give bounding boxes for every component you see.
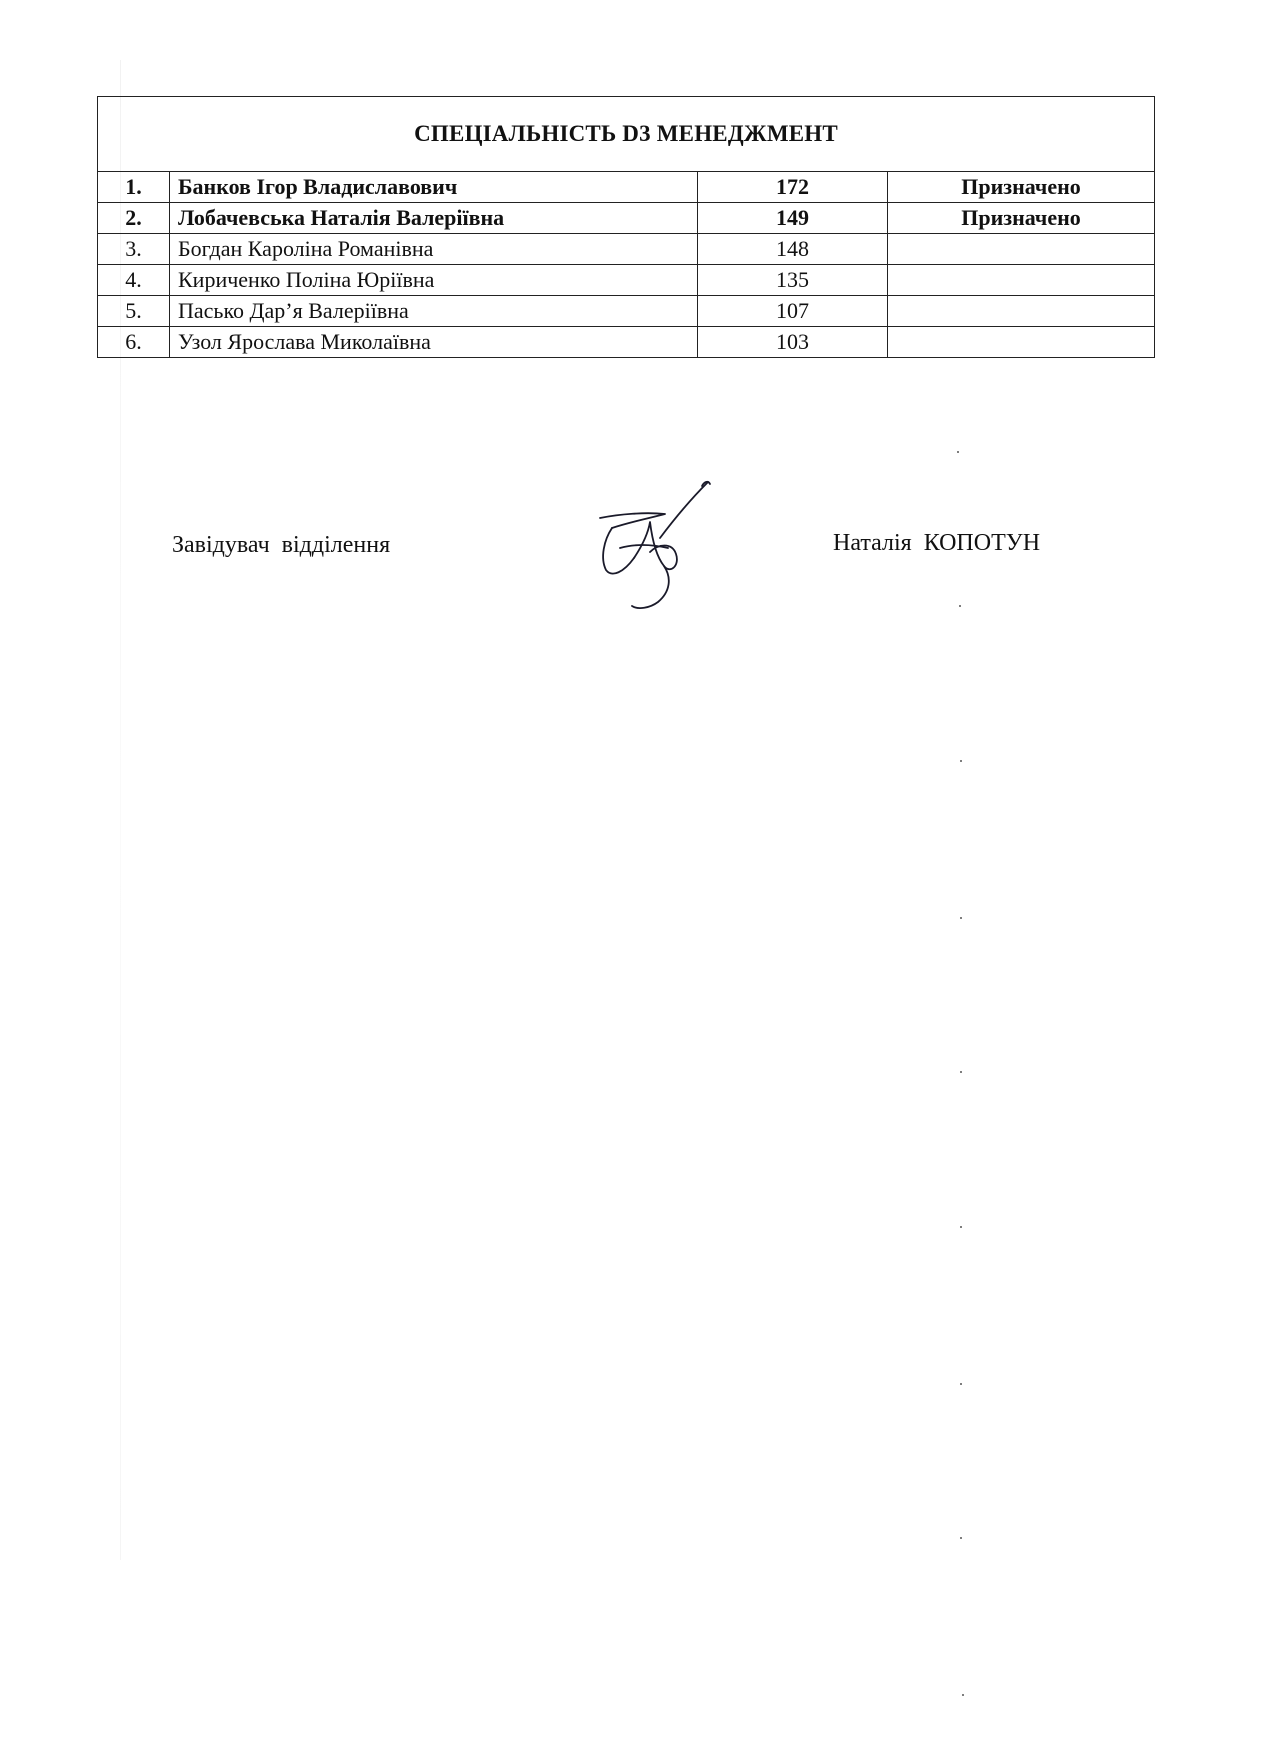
scan-speck [960, 1537, 962, 1539]
scan-speck [960, 917, 962, 919]
applicant-status [888, 296, 1155, 327]
row-number: 2. [98, 203, 170, 234]
table-row [98, 203, 1155, 234]
scan-speck [960, 1071, 962, 1073]
row-number: 6. [98, 327, 170, 358]
applicant-name: Банков Ігор Владиславович [170, 172, 698, 203]
scan-speck [959, 605, 961, 607]
applicant-status [888, 234, 1155, 265]
scan-speck [960, 760, 962, 762]
applicant-score: 172 [698, 172, 888, 203]
applicant-status: Призначено [888, 203, 1155, 234]
signer-position: Завідувач відділення [172, 532, 391, 558]
handwritten-signature-icon [590, 478, 740, 610]
specialty-title: СПЕЦІАЛЬНІСТЬ D3 МЕНЕДЖМЕНТ [98, 97, 1155, 172]
table-row [98, 296, 1155, 327]
applicant-name: Пасько Дар’я Валеріївна [170, 296, 698, 327]
table-row [98, 327, 1155, 358]
table-row [98, 172, 1155, 203]
scan-speck [962, 1694, 964, 1696]
table-row [98, 234, 1155, 265]
scan-speck [960, 1226, 962, 1228]
applicant-status [888, 265, 1155, 296]
row-number: 4. [98, 265, 170, 296]
specialty-header-row [98, 97, 1155, 172]
applicant-status [888, 327, 1155, 358]
scan-speck [960, 1383, 962, 1385]
row-number: 1. [98, 172, 170, 203]
table-row [98, 265, 1155, 296]
applicant-name: Кириченко Поліна Юріївна [170, 265, 698, 296]
applicant-name: Богдан Кароліна Романівна [170, 234, 698, 265]
scan-speck [957, 451, 959, 453]
signer-name: Наталія КОПОТУН [833, 530, 1041, 556]
row-number: 5. [98, 296, 170, 327]
applicant-status: Призначено [888, 172, 1155, 203]
signature-block [0, 520, 1274, 620]
applicant-score: 103 [698, 327, 888, 358]
applicant-score: 149 [698, 203, 888, 234]
applicant-name: Узол Ярослава Миколаївна [170, 327, 698, 358]
applicant-name: Лобачевська Наталія Валеріївна [170, 203, 698, 234]
applicant-score: 135 [698, 265, 888, 296]
applicant-score: 107 [698, 296, 888, 327]
row-number: 3. [98, 234, 170, 265]
results-table [97, 96, 1155, 358]
applicant-score: 148 [698, 234, 888, 265]
